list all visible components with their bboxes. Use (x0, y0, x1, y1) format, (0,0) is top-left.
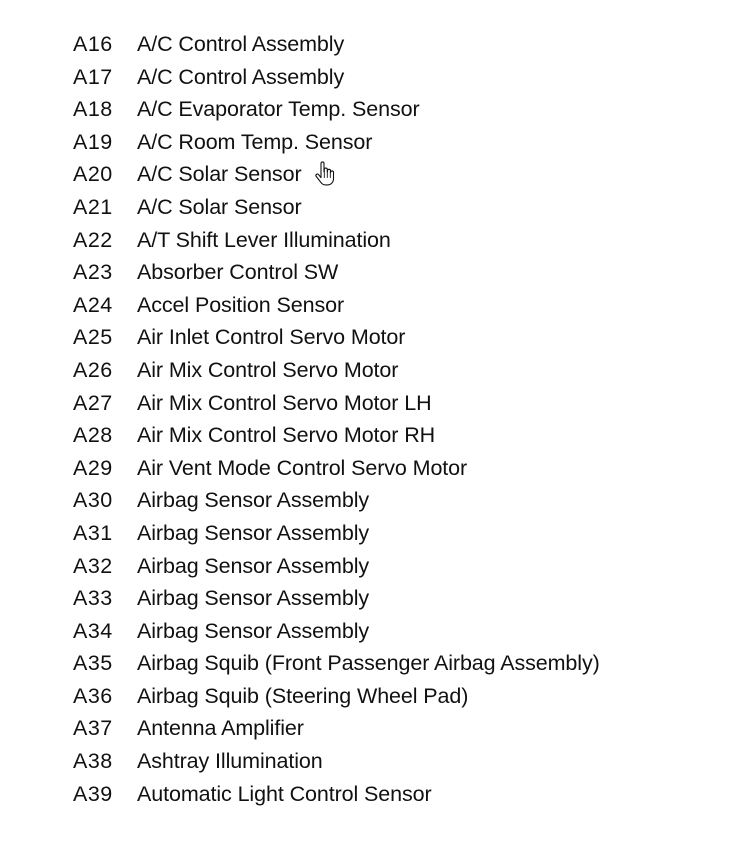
component-code: A21 (73, 194, 113, 219)
component-label: A/C Solar Sensor (137, 162, 302, 187)
component-label: Air Mix Control Servo Motor RH (137, 423, 436, 448)
component-code: A37 (73, 716, 113, 741)
component-code: A32 (73, 553, 113, 578)
component-label: Airbag Squib (Steering Wheel Pad) (137, 683, 469, 708)
component-label: A/C Control Assembly (137, 32, 345, 56)
component-label: Automatic Light Control Sensor (137, 781, 432, 806)
list-item (73, 158, 600, 191)
list-item (73, 745, 600, 778)
component-code: A23 (73, 260, 113, 285)
list-item (73, 256, 600, 289)
component-code: A22 (73, 227, 113, 252)
hand-pointer-icon (314, 161, 336, 187)
component-label: Airbag Sensor Assembly (137, 520, 370, 545)
component-label: Airbag Sensor Assembly (137, 553, 370, 578)
list-item (73, 126, 600, 159)
component-code: A27 (73, 390, 113, 415)
component-label: Airbag Sensor Assembly (137, 618, 370, 643)
list-item (73, 647, 600, 680)
list-item (73, 419, 600, 452)
component-code: A31 (73, 520, 113, 545)
list-item (73, 778, 600, 811)
list-item (73, 484, 600, 517)
component-label: Absorber Control SW (137, 260, 339, 285)
component-code: A19 (73, 129, 113, 154)
component-code: A30 (73, 488, 113, 513)
component-label: Accel Position Sensor (137, 292, 345, 317)
component-code: A24 (73, 292, 113, 317)
component-label: A/C Room Temp. Sensor (137, 129, 373, 154)
list-item (73, 191, 600, 224)
component-code: A38 (73, 749, 113, 774)
component-label: Airbag Squib (Front Passenger Airbag Assembly) (137, 651, 600, 676)
component-label: Air Vent Mode Control Servo Motor (137, 455, 468, 480)
list-item (73, 289, 600, 322)
component-code: A34 (73, 618, 113, 643)
list-item (73, 680, 600, 713)
list-item (73, 452, 600, 485)
component-code: A16 (73, 32, 113, 56)
list-item (73, 93, 600, 126)
list-item (73, 550, 600, 583)
list-item (73, 615, 600, 648)
component-code: A28 (73, 423, 113, 448)
list-item (73, 224, 600, 257)
component-label: Air Inlet Control Servo Motor (137, 325, 406, 350)
component-label: Antenna Amplifier (137, 716, 304, 741)
component-code: A33 (73, 586, 113, 611)
component-legend-list (73, 28, 600, 810)
component-label: A/C Control Assembly (137, 64, 345, 89)
component-code: A35 (73, 651, 113, 676)
component-label: Airbag Sensor Assembly (137, 488, 370, 513)
component-label: A/C Evaporator Temp. Sensor (137, 97, 420, 122)
component-code: A29 (73, 455, 113, 480)
component-label: A/T Shift Lever Illumination (137, 227, 391, 252)
list-item (73, 61, 600, 94)
list-item (73, 354, 600, 387)
component-code: A25 (73, 325, 113, 350)
component-label: Air Mix Control Servo Motor (137, 357, 399, 382)
list-item (73, 712, 600, 745)
component-code: A17 (73, 64, 113, 89)
list-item (73, 387, 600, 420)
component-code: A20 (73, 162, 113, 187)
component-code: A18 (73, 97, 113, 122)
list-item (73, 321, 600, 354)
component-label: A/C Solar Sensor (137, 194, 302, 219)
component-label: Airbag Sensor Assembly (137, 586, 370, 611)
list-item (73, 517, 600, 550)
list-item (73, 28, 600, 61)
component-code: A39 (73, 781, 113, 806)
component-code: A36 (73, 683, 113, 708)
list-item (73, 582, 600, 615)
component-code: A26 (73, 357, 113, 382)
component-label: Ashtray Illumination (137, 749, 323, 774)
component-label: Air Mix Control Servo Motor LH (137, 390, 432, 415)
